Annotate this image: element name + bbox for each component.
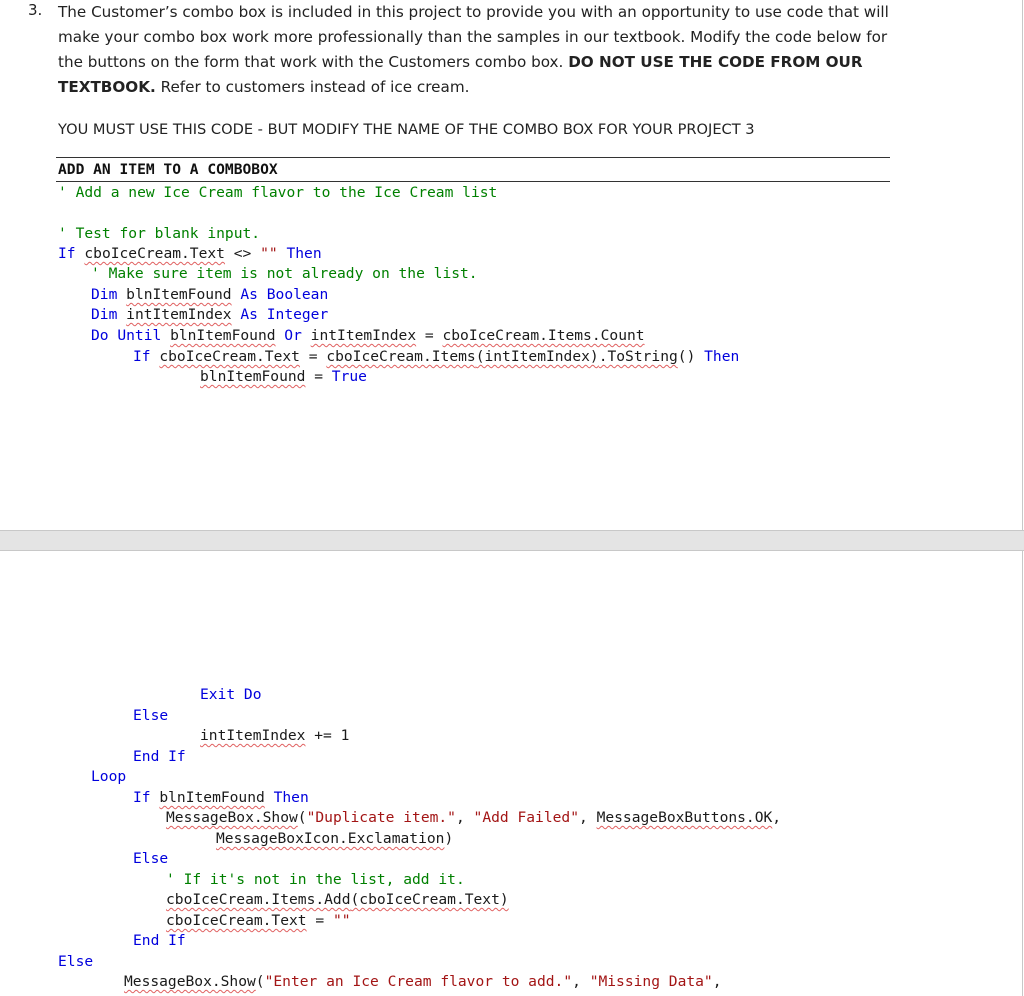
code-line-msgbox-duplicate: MessageBox.Show("Duplicate item.", "Add Failed", MessageBoxButtons.OK, bbox=[166, 809, 782, 826]
question-number: 3. bbox=[28, 1, 43, 19]
document-page-bottom bbox=[0, 551, 1023, 996]
code-comment-test: ' Test for blank input. bbox=[58, 225, 261, 242]
code-line-msgbox-missing: MessageBox.Show("Enter an Ice Cream flavor to add.", "Missing Data", bbox=[124, 973, 722, 990]
code-line-clear-text: cboIceCream.Text = "" bbox=[166, 912, 351, 929]
code-else-3: Else bbox=[58, 953, 94, 970]
instruction-note: YOU MUST USE THIS CODE - BUT MODIFY THE NAME OF THE COMBO BOX FOR YOUR PROJECT 3 bbox=[58, 121, 755, 138]
code-line-items-add: cboIceCream.Items.Add(cboIceCream.Text) bbox=[166, 891, 509, 908]
code-comment-not-in-list: ' If it's not in the list, add it. bbox=[166, 871, 465, 888]
code-line-dim-bool: Dim blnItemFound As Boolean bbox=[91, 286, 329, 303]
code-line-msgbox-icon: MessageBoxIcon.Exclamation) bbox=[216, 830, 454, 847]
code-title: ADD AN ITEM TO A COMBOBOX bbox=[58, 161, 278, 178]
instruction-sentence-1: The Customer’s combo box is included in this project to provide you with an opportunity to use code that will make your combo box work more professionally than the samples in our textbook. bbox=[58, 3, 889, 46]
code-else-1: Else bbox=[133, 707, 169, 724]
code-loop: Loop bbox=[91, 768, 127, 785]
code-top-rule bbox=[56, 157, 890, 158]
code-title-rule bbox=[56, 181, 890, 182]
code-line-if-blank: If cboIceCream.Text <> "" Then bbox=[58, 245, 322, 262]
instruction-sentence-2: Modify the code below for the buttons on the form that work with the Customers combo box. bbox=[58, 28, 888, 71]
code-line-assign-true: blnItemFound = True bbox=[200, 368, 367, 385]
code-exit-do: Exit Do bbox=[200, 686, 262, 703]
code-else-2: Else bbox=[133, 850, 169, 867]
code-comment-add: ' Add a new Ice Cream flavor to the Ice Cream list bbox=[58, 184, 498, 201]
code-end-if-2: End If bbox=[133, 932, 186, 949]
instructions-paragraph bbox=[58, 0, 908, 100]
code-line-do-until: Do Until blnItemFound Or intItemIndex = cboIceCream.Items.Count bbox=[91, 327, 645, 344]
instruction-warning: DO NOT USE THE CODE FROM OUR TEXTBOOK. bbox=[58, 53, 863, 96]
code-line-if-compare: If cboIceCream.Text = cboIceCream.Items(intItemIndex).ToString() Then bbox=[133, 348, 740, 365]
code-line-if-found: If blnItemFound Then bbox=[133, 789, 309, 806]
code-line-dim-int: Dim intItemIndex As Integer bbox=[91, 306, 329, 323]
instruction-sentence-3: Refer to customers instead of ice cream. bbox=[160, 78, 470, 96]
code-line-increment: intItemIndex += 1 bbox=[200, 727, 350, 744]
page-break bbox=[0, 530, 1024, 551]
code-comment-make-sure: ' Make sure item is not already on the list. bbox=[91, 265, 478, 282]
code-end-if-1: End If bbox=[133, 748, 186, 765]
